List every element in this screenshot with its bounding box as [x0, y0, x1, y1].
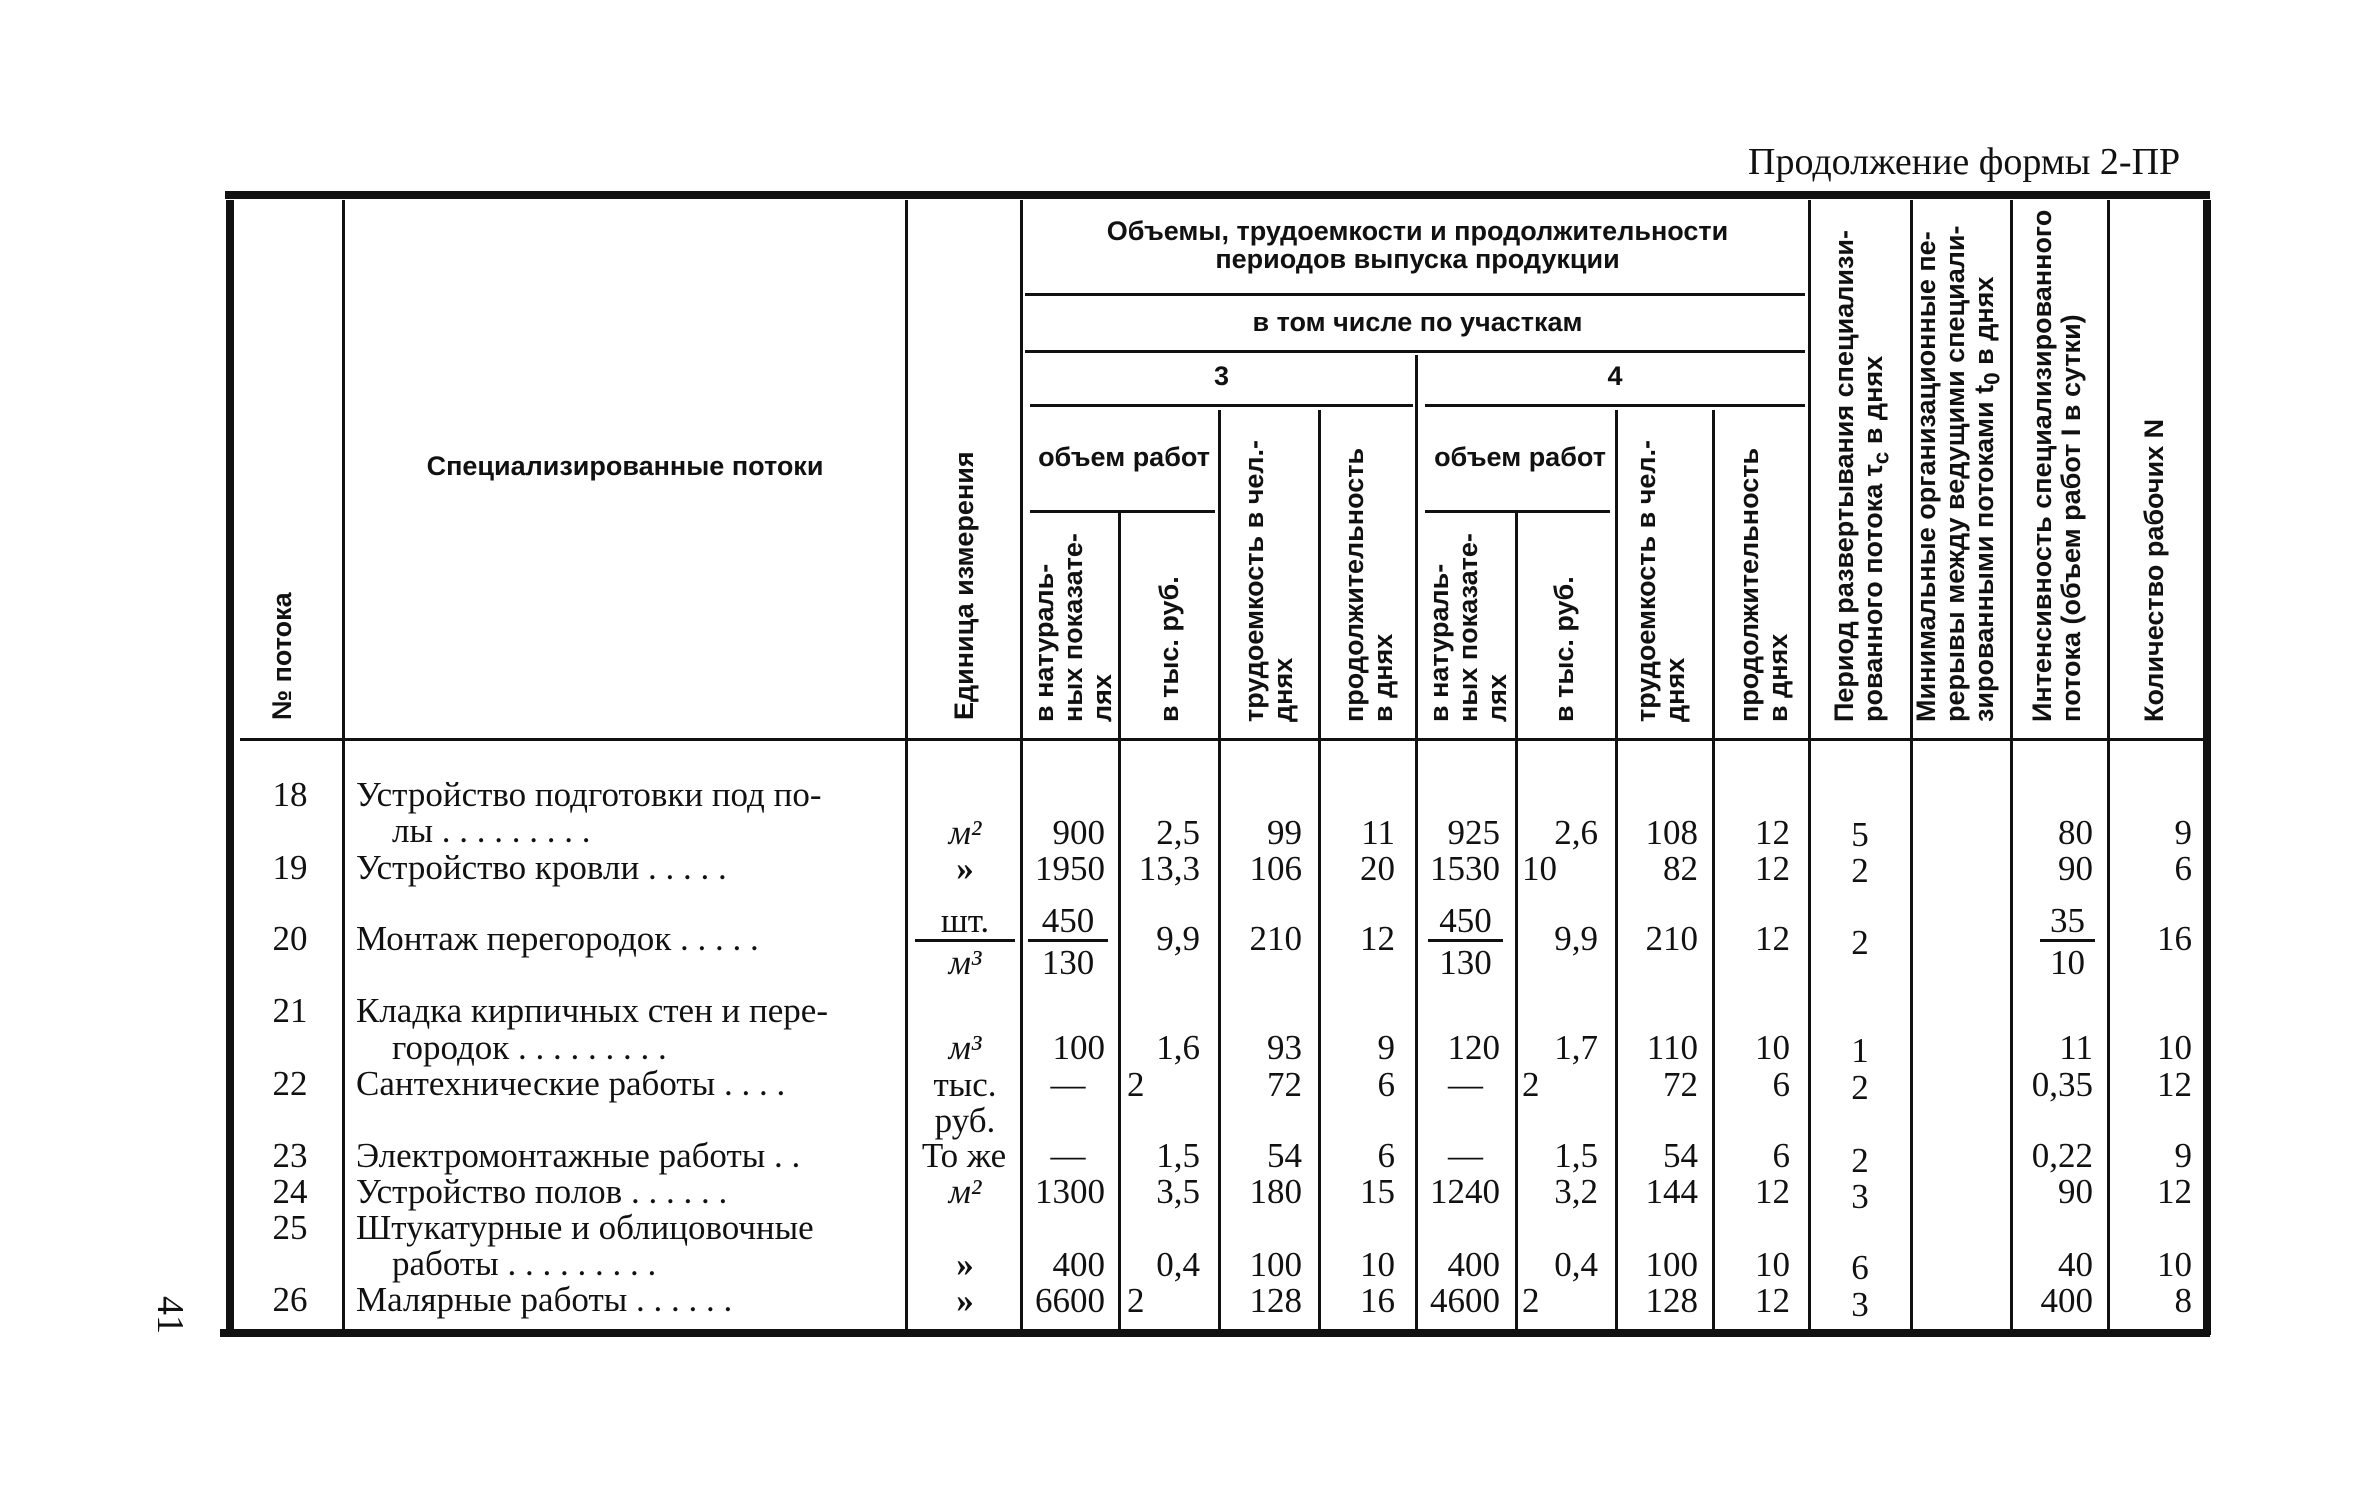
row-no: 21 — [272, 991, 308, 1030]
row-no: 18 — [272, 775, 308, 814]
bottom-rule — [220, 1329, 2210, 1337]
header-intensity: Интенсивность специализированного потока (объем работ I в сутки) — [2027, 209, 2086, 722]
header-work-volume-4: объем работ — [1434, 442, 1606, 472]
row-no: 25 — [272, 1208, 308, 1247]
header-deploy-period: Период развертывания специализи- рованного потока $\tau_с$ в днях — [1829, 230, 1894, 722]
row-no: 22 — [272, 1064, 308, 1103]
header-rub-3: в тыс. руб. — [1154, 576, 1184, 722]
row-name-cont: лы . . . . . . . . . — [392, 811, 591, 850]
header-duration-3: продолжительность в днях — [1339, 447, 1398, 722]
header-bottom-rule — [240, 738, 2210, 741]
header-natural-3: в натураль- ных показате- лях — [1029, 533, 1117, 722]
header-section-3: 3 — [1213, 361, 1230, 391]
header-workers: Количество рабочих N — [2139, 418, 2169, 722]
header-labor-4: трудоемкость в чел.- днях — [1631, 439, 1690, 722]
row-name: Устройство подготовки под по- — [356, 775, 822, 814]
row-name: Штукатурные и облицовочные — [356, 1208, 814, 1247]
header-by-sections: в том числе по участкам — [1252, 307, 1583, 337]
row-name-cont: работы . . . . . . . . . — [392, 1244, 657, 1283]
header-duration-4: продолжительность в днях — [1734, 447, 1793, 722]
header-section-4: 4 — [1607, 361, 1623, 391]
row-name: Устройство кровли . . . . . — [356, 848, 727, 887]
row-name-cont: городок . . . . . . . . . — [392, 1028, 667, 1067]
header-min-breaks: Минимальные организационные пе- рерывы между ведущими специали- зированными потоками $t_0$ в днях — [1911, 225, 2005, 722]
row-name: Электромонтажные работы . . — [356, 1136, 801, 1175]
row-no: 20 — [272, 919, 308, 958]
form-continuation-title: Продолжение формы 2-ПР — [1748, 141, 2181, 183]
row-no: 23 — [272, 1136, 308, 1175]
header-work-volume-3: объем работ — [1038, 442, 1210, 472]
header-natural-4: в натураль- ных показате- лях — [1424, 533, 1512, 722]
header-unit: Единица измерения — [949, 451, 979, 720]
header-labor-3: трудоемкость в чел.- днях — [1239, 439, 1298, 722]
right-border — [2203, 200, 2211, 1335]
top-rule — [225, 191, 2210, 199]
left-border — [226, 200, 234, 1335]
row-name: Малярные работы . . . . . . — [356, 1280, 733, 1319]
row-name: Устройство полов . . . . . . — [356, 1172, 728, 1211]
row-no: 19 — [272, 848, 308, 887]
row-no: 24 — [272, 1172, 308, 1211]
row-name: Монтаж перегородок . . . . . — [356, 919, 759, 958]
row-name: Кладка кирпичных стен и пере- — [356, 991, 828, 1030]
row-no: 26 — [272, 1280, 308, 1319]
header-volumes: Объемы, трудоемкости и продолжительности периодов выпуска продукции — [1106, 216, 1729, 274]
header-rub-4: в тыс. руб. — [1549, 576, 1579, 722]
row-name: Сантехнические работы . . . . — [356, 1064, 786, 1103]
page-number: 41 — [149, 1296, 191, 1334]
header-flows: Специализированные потоки — [426, 451, 824, 481]
header-flow-no: № потока — [267, 592, 297, 720]
